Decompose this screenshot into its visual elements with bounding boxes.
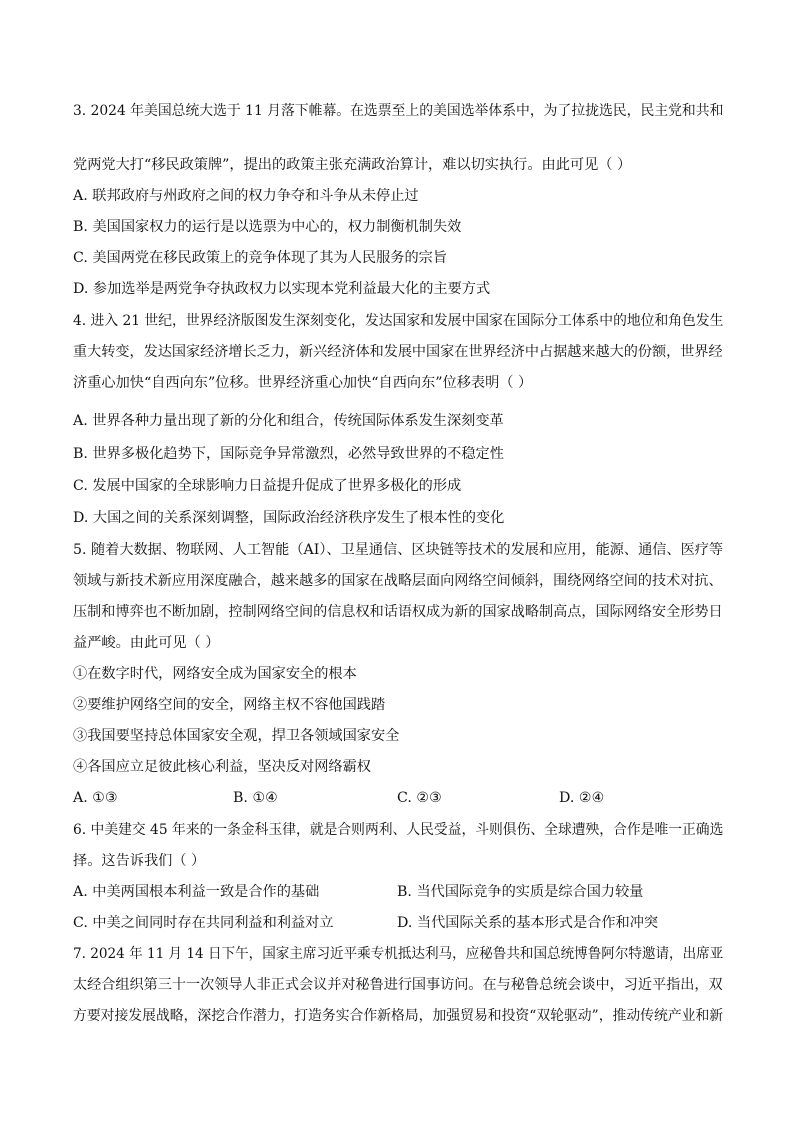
q7-stem-line1: 7. 2024 年 11 月 14 日下午，国家主席习近平乘专机抵达利马，应秘鲁共和国总统博鲁阿尔特邀请，出席亚 [73, 946, 724, 962]
q5-option-a: A. ①③ [73, 790, 118, 806]
q6-option-c: C. 中美之间同时存在共同利益和利益对立 [73, 915, 334, 931]
q4-option-a: A. 世界各种力量出现了新的分化和组合，传统国际体系发生深刻变革 [73, 413, 504, 429]
q3-option-d: D. 参加选举是两党争夺执政权力以实现本党利益最大化的主要方式 [73, 281, 491, 297]
q3-option-b: B. 美国国家权力的运行是以选票为中心的，权力制衡机制失效 [73, 219, 462, 235]
q5-stem-line2: 领域与新技术新应用深度融合，越来越多的国家在战略层面向网络空间倾斜，围绕网络空间的技术对抗、 [73, 573, 723, 589]
q4-stem-line3: 济重心加快“自西向东”位移。世界经济重心加快“自西向东”位移表明（ ） [73, 375, 533, 391]
q5-option-d: D. ②④ [559, 790, 605, 806]
q3-stem-line2: 党两党大打“移民政策牌”，提出的政策主张充满政治算计，难以切实执行。由此可见（ ） [73, 157, 632, 173]
q3-stem-line1: 3. 2024 年美国总统大选于 11 月落下帷幕。在选票至上的美国选举体系中，为了拉拢选民，民主党和共和 [73, 103, 724, 119]
q6-stem-line2: 择。这告诉我们（ ） [73, 853, 206, 869]
q6-option-d: D. 当代国际关系的基本形式是合作和冲突 [397, 915, 659, 931]
q4-option-c: C. 发展中国家的全球影响力日益提升促成了世界多极化的形成 [73, 478, 462, 494]
q7-stem-line2: 太经合组织第三十一次领导人非正式会议并对秘鲁进行国事访问。在与秘鲁总统会谈中，习近平指出，双 [73, 977, 723, 993]
q5-statement-3: ③我国要坚持总体国家安全观，捍卫各领域国家安全 [73, 728, 400, 744]
q4-option-b: B. 世界多极化趋势下，国际竞争异常激烈，必然导致世界的不稳定性 [73, 446, 504, 462]
q5-statement-4: ④各国应立足彼此核心利益，坚决反对网络霸权 [73, 759, 371, 775]
q4-option-d: D. 大国之间的关系深刻调整，国际政治经济秩序发生了根本性的变化 [73, 510, 505, 526]
q7-stem-line3: 方要对接发展战略，深挖合作潜力，打造务实合作新格局，加强贸易和投资“双轮驱动”，推动传统产业和新 [73, 1008, 724, 1024]
q5-stem-line4: 益严峻。由此可见（ ） [73, 635, 220, 651]
q5-stem-line3: 压制和博弈也不断加剧，控制网络空间的信息权和话语权成为新的国家战略制高点，国际网络安全形势日 [73, 604, 723, 620]
q5-option-b: B. ①④ [233, 790, 278, 806]
q5-statement-1: ①在数字时代，网络安全成为国家安全的根本 [73, 666, 357, 682]
q3-option-c: C. 美国两党在移民政策上的竞争体现了其为人民服务的宗旨 [73, 250, 448, 266]
q3-option-a: A. 联邦政府与州政府之间的权力争夺和斗争从未停止过 [73, 188, 419, 204]
q4-stem-line1: 4. 进入 21 世纪，世界经济版图发生深刻变化，发达国家和发展中国家在国际分工体系中的地位和角色发生 [73, 313, 724, 329]
q6-stem-line1: 6. 中美建交 45 年来的一条金科玉律，就是合则两利、人民受益，斗则俱伤、全球遭殃，合作是唯一正确选 [73, 822, 724, 838]
q5-option-c: C. ②③ [397, 790, 442, 806]
q4-stem-line2: 重大转变，发达国家经济增长乏力，新兴经济体和发展中国家在世界经济中占据越来越大的份额，世界经 [73, 344, 723, 360]
q6-option-a: A. 中美两国根本利益一致是合作的基础 [73, 884, 320, 900]
q5-statement-2: ②要维护网络空间的安全，网络主权不容他国践踏 [73, 697, 386, 713]
q6-option-b: B. 当代国际竞争的实质是综合国力较量 [397, 884, 644, 900]
q5-stem-line1: 5. 随着大数据、物联网、人工智能（AI）、卫星通信、区块链等技术的发展和应用，能源、通信、医疗等 [73, 542, 724, 558]
